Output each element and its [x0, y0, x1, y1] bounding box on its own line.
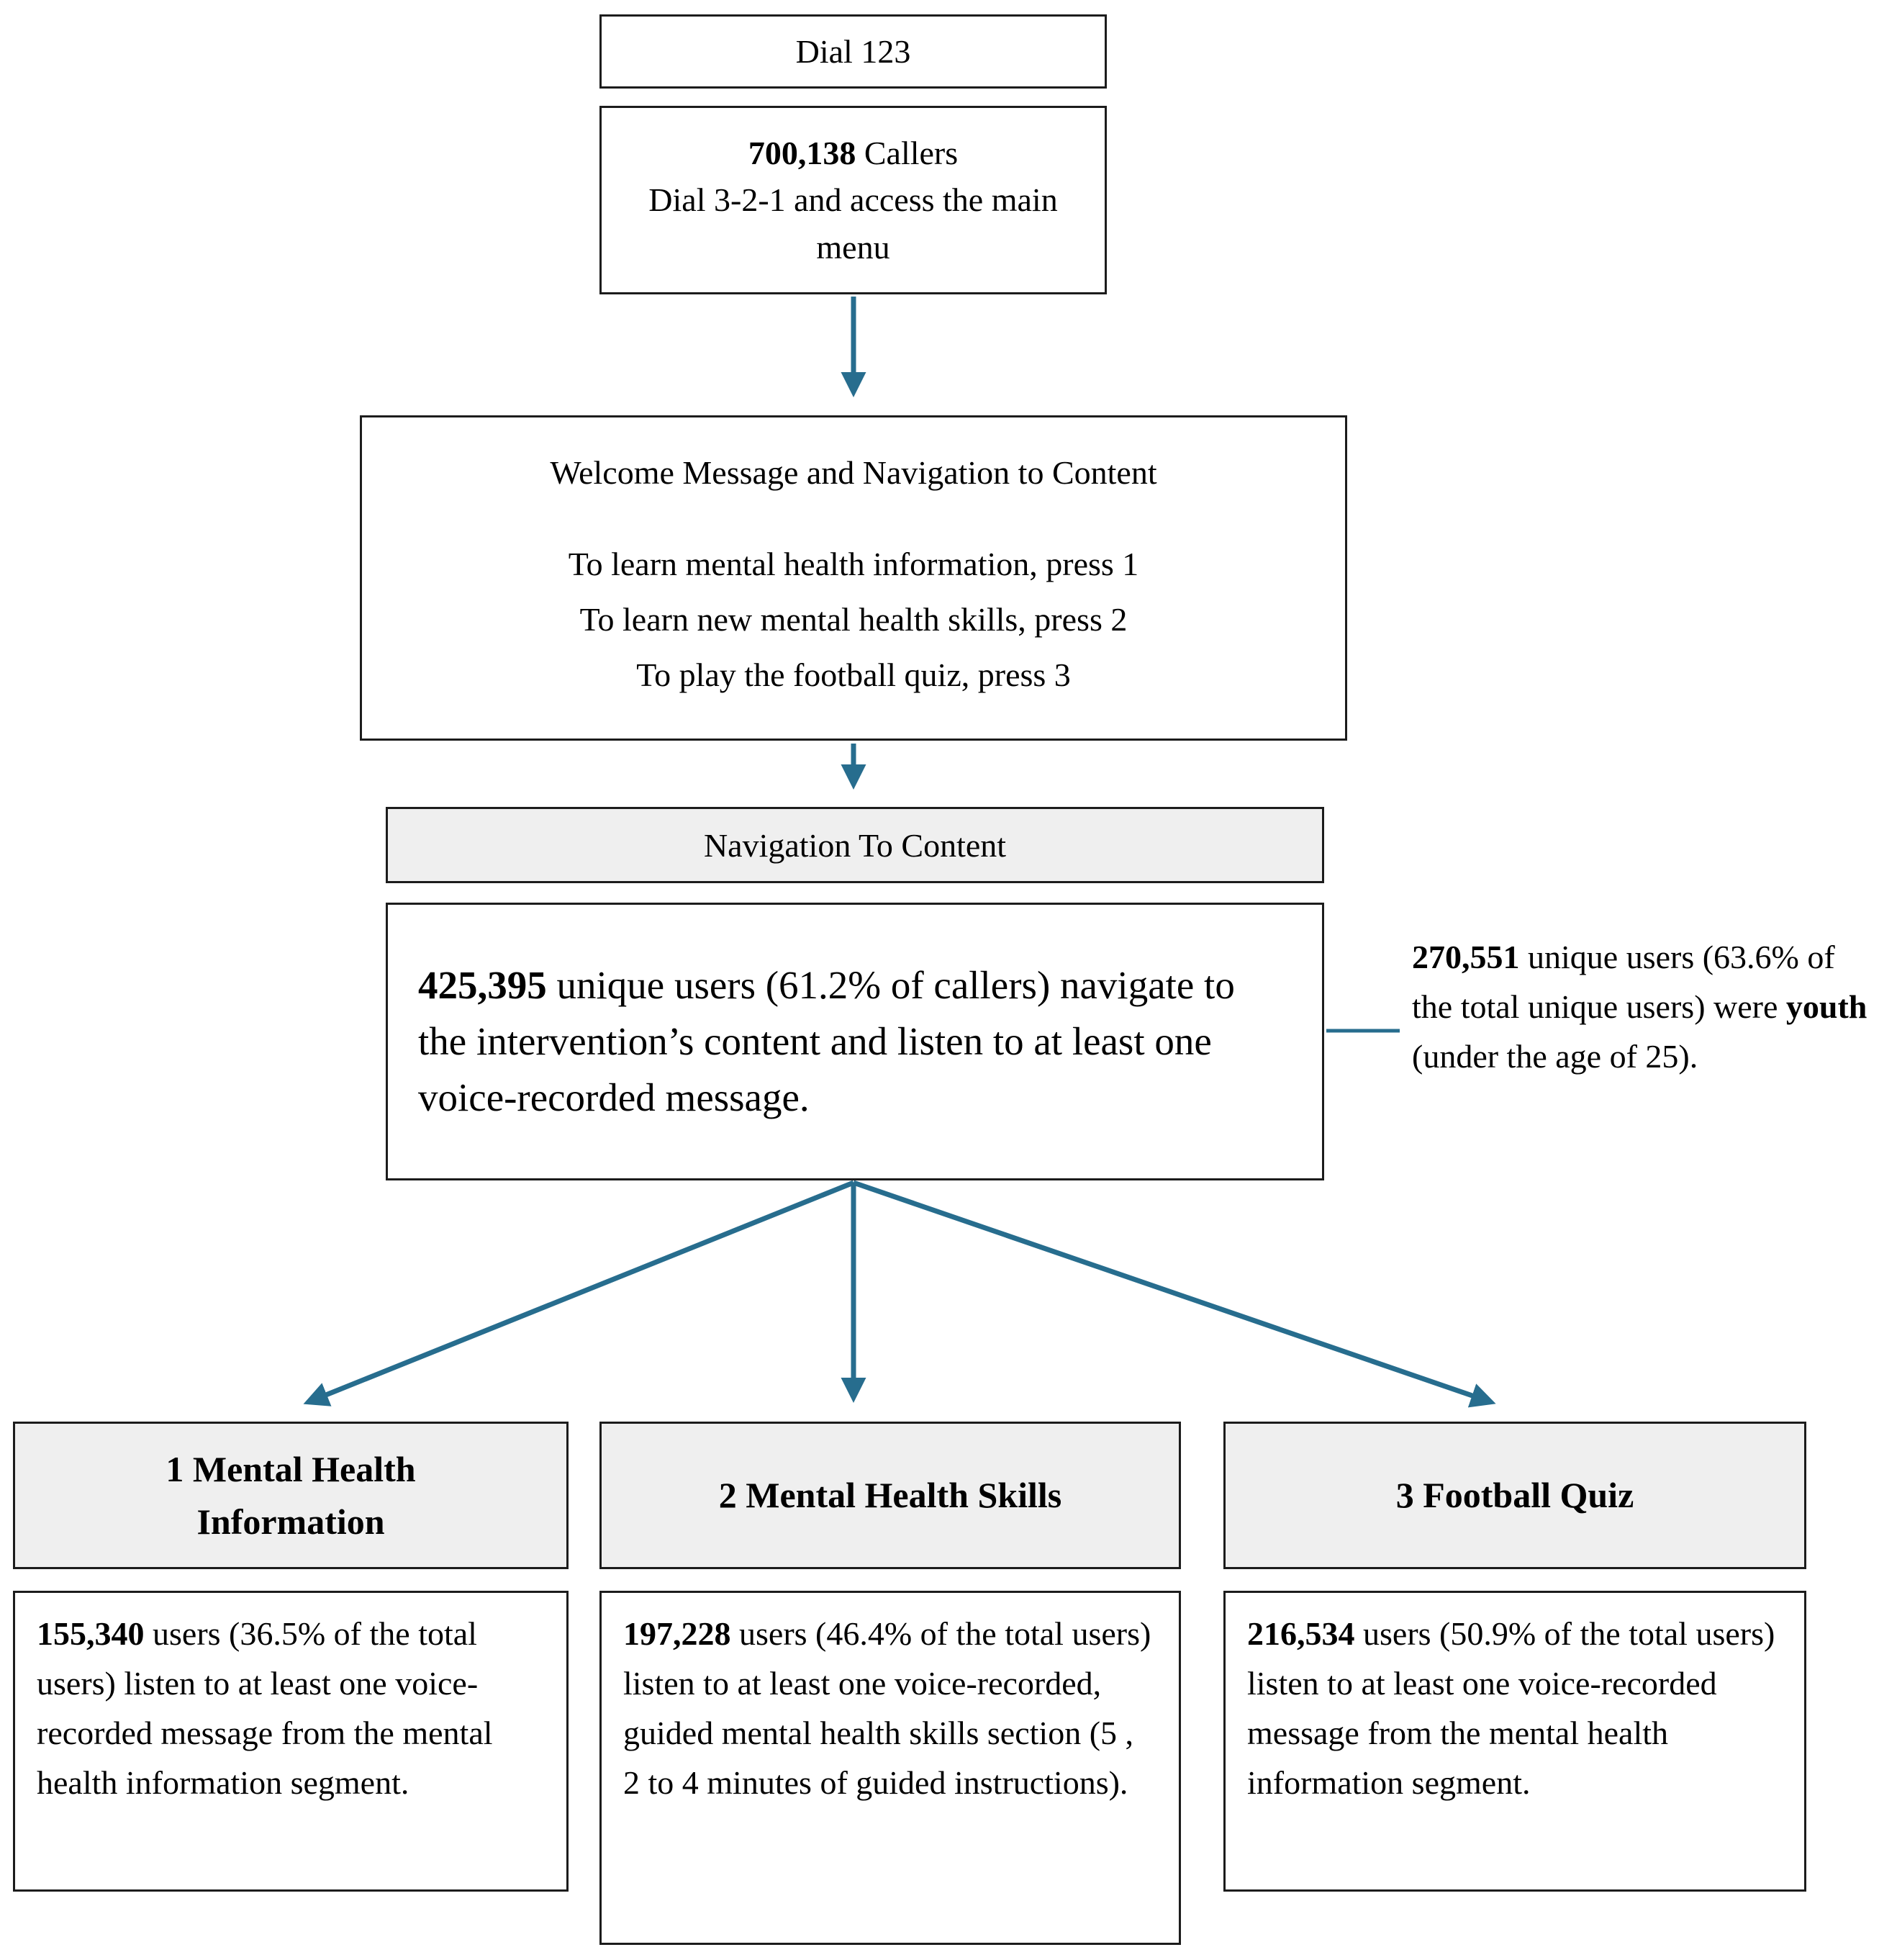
branch-3-rest: users (50.9% of the total users) listen to at least one voice-recorded message from the mental health information segment. — [1247, 1615, 1775, 1801]
branch-1-header-label: 1 Mental Health Information — [166, 1449, 416, 1542]
fan-arrow-right — [854, 1183, 1491, 1402]
callers-count-suffix: Callers — [856, 135, 959, 172]
branch-2-header — [599, 1422, 1181, 1569]
welcome-title: Welcome Message and Navigation to Content — [550, 453, 1157, 491]
branch-2-text — [623, 1609, 1157, 1807]
callers-count-line — [748, 130, 958, 176]
branch-1-box — [13, 1591, 569, 1892]
youth-tail-text: (under the age of 25). — [1412, 1038, 1698, 1075]
youth-bold-word: youth — [1785, 988, 1867, 1025]
branch-1-rest: users (36.5% of the total users) listen to at least one voice-recorded message from the mental health information segment. — [37, 1615, 493, 1801]
branch-1-text — [37, 1609, 545, 1807]
branch-3-box — [1223, 1591, 1806, 1892]
callers-count: 700,138 — [748, 135, 856, 172]
navigation-to-content-header — [386, 807, 1324, 883]
welcome-option-2: To learn new mental health skills, press 2 — [579, 600, 1128, 638]
youth-mid-text: unique users (63.6% of the total unique users) were — [1412, 939, 1835, 1025]
youth-note-text — [1412, 932, 1883, 1081]
fan-arrow-left — [308, 1183, 854, 1402]
main-users-rest: unique users (61.2% of callers) navigate to the intervention’s content and listen to at least one voice-recorded message. — [418, 962, 1235, 1120]
dial-box-text: Dial 123 — [795, 33, 911, 70]
branch-3-text — [1247, 1609, 1783, 1807]
branch-3-header — [1223, 1422, 1806, 1569]
youth-note — [1412, 932, 1883, 1081]
dial-box — [599, 14, 1107, 89]
branch-2-box — [599, 1591, 1181, 1945]
branch-1-count: 155,340 — [37, 1615, 145, 1652]
welcome-option-3: To play the football quiz, press 3 — [636, 656, 1071, 694]
branch-2-header-label: 2 Mental Health Skills — [718, 1475, 1062, 1516]
branch-2-rest: users (46.4% of the total users) listen to at least one voice-recorded, guided mental health skills section (5 , 2 to 4 minutes of guided instructions). — [623, 1615, 1151, 1801]
callers-instruction: Dial 3-2-1 and access the main menu — [648, 181, 1058, 266]
welcome-option-1: To learn mental health information, press 1 — [568, 545, 1139, 582]
main-users-box — [386, 903, 1324, 1180]
main-users-text — [418, 957, 1292, 1126]
branch-3-count: 216,534 — [1247, 1615, 1355, 1652]
branch-2-count: 197,228 — [623, 1615, 731, 1652]
welcome-box — [360, 415, 1347, 741]
main-users-count: 425,395 — [418, 962, 547, 1007]
navigation-to-content-label: Navigation To Content — [703, 826, 1007, 864]
branch-1-header — [13, 1422, 569, 1569]
branch-3-header-label: 3 Football Quiz — [1395, 1475, 1634, 1516]
callers-box — [599, 106, 1107, 294]
youth-count: 270,551 — [1412, 939, 1520, 975]
